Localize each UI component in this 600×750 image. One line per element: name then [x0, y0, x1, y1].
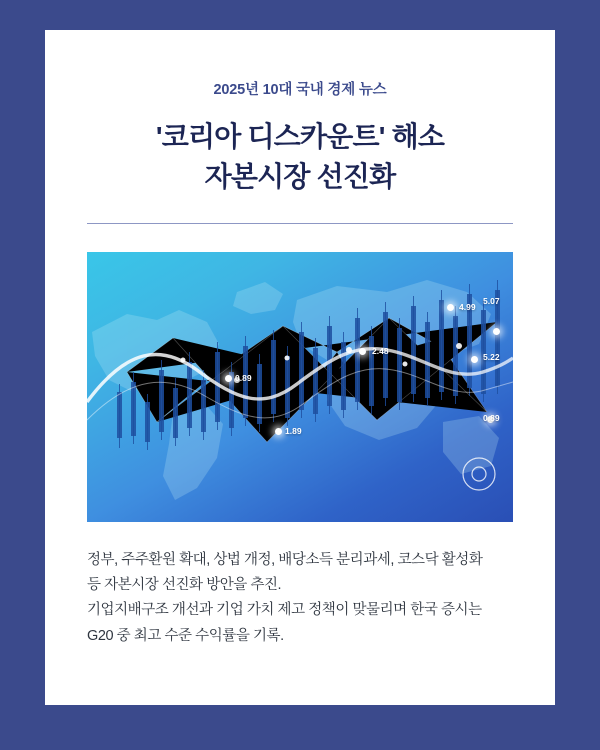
chart-value-label: 2.48 [372, 345, 389, 356]
content-card [45, 30, 555, 705]
data-point-marker [471, 356, 478, 363]
data-point-marker [447, 304, 454, 311]
body-copy [87, 548, 513, 650]
data-point-marker [493, 328, 500, 335]
chart-value-label: 5.07 [483, 295, 500, 306]
data-point-marker [225, 375, 232, 382]
divider [87, 223, 513, 224]
market-chart-image [87, 252, 513, 522]
data-point-marker [275, 428, 282, 435]
chart-value-label: 0.89 [483, 412, 500, 423]
chart-value-label: 5.22 [483, 351, 500, 362]
chart-value-label: 4.99 [459, 301, 476, 312]
eyebrow-label: 2025년 10대 국내 경제 뉴스 [213, 82, 387, 98]
headline-line-2: 자본시장 선진화 [204, 160, 396, 192]
body-line-1: 정부, 주주환원 확대, 상법 개정, 배당소득 분리과세, 코스닥 활성화 [87, 551, 483, 568]
data-point-marker [359, 348, 366, 355]
page-title [87, 117, 513, 197]
card-inner [45, 30, 555, 649]
chart-value-label: 0.89 [235, 372, 252, 383]
body-line-2: 등 자본시장 선진화 방안을 추진. [87, 576, 282, 593]
body-line-3: 기업지배구조 개선과 기업 가치 제고 정책이 맞물리며 한국 증시는 [87, 602, 482, 619]
chart-value-label: 1.89 [285, 425, 302, 436]
chart-graphic [87, 252, 513, 522]
body-line-4: G20 중 최고 수준 수익률을 기록. [87, 627, 284, 644]
headline-line-1: '코리아 디스카운트' 해소 [155, 121, 445, 152]
